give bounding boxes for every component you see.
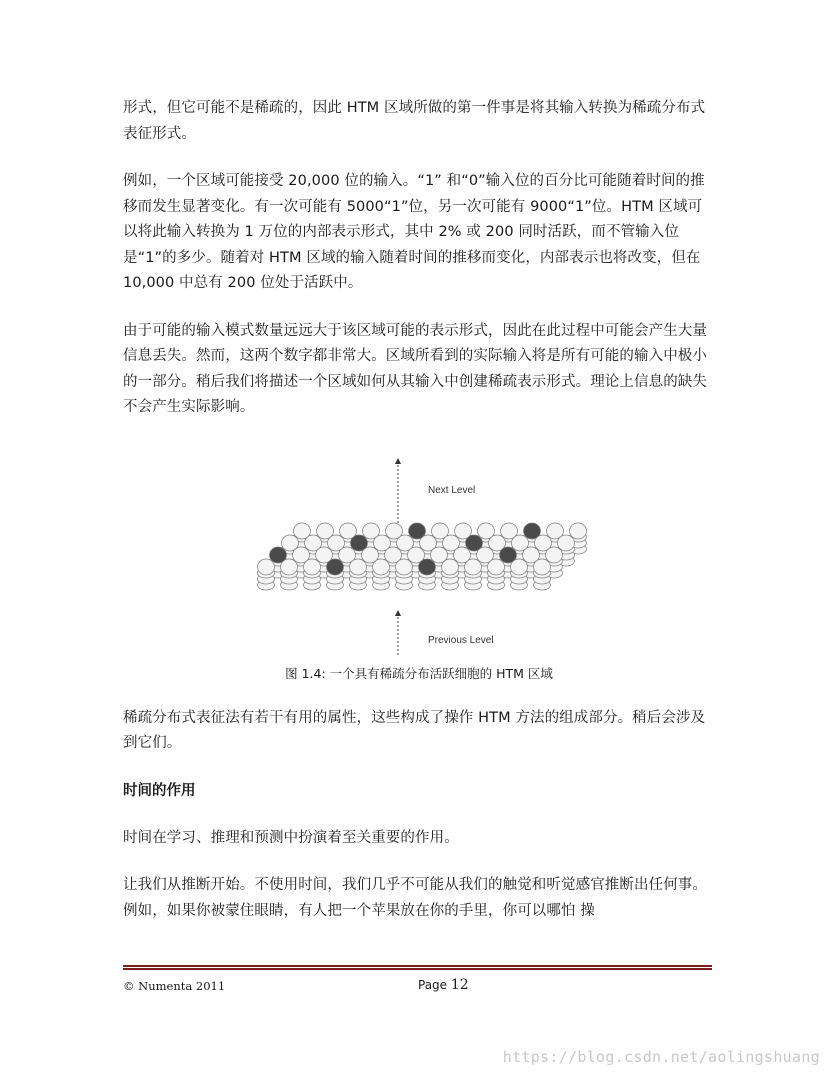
page-number: 12 [450,977,469,993]
figure-htm-region [123,443,715,658]
cell [511,559,528,575]
cell [570,523,587,539]
footer-divider [123,965,712,970]
section-heading: 时间的作用 [123,782,196,799]
cell [465,559,482,575]
cell [304,559,321,575]
paragraph-1: 形式，但它可能不是稀疏的，因此 HTM 区域所做的第一件事是将其输入转换为稀疏分布式表征形式。 [123,100,706,142]
cell [534,559,551,575]
cell [373,559,390,575]
htm-region-diagram [248,453,588,658]
cell [281,559,298,575]
cell [546,547,563,563]
cell [558,535,575,551]
active-cell [419,559,436,575]
footer-copyright: © Numenta 2011 [123,979,226,993]
paragraph-4: 稀疏分布式表征法有若干有用的属性，这些构成了操作 HTM 方法的组成部分。稍后会涉及到它们。 [123,709,706,751]
cell-grid [258,523,587,590]
paragraph-2: 例如，一个区域可能接受 20,000 位的输入。“1” 和“0”输入位的百分比可能随着时间的推移而发生显著变化。有一次可能有 5000“1”位，另一次可能有 9000“1”位。HTM 区域可以将此输入转换为 1 万位的内部表示形式，其中 2% 或 200 同时活跃，而不管输入位是“1”的多少。随着对 HTM 区域的输入随着时间的推移而变化，内部表示也将改变，但在 10,000 中总有 200 位处于活跃中。 [123,173,705,291]
next-level-label: Next Level [428,484,476,496]
cell [488,559,505,575]
page-label: Page [418,978,448,992]
cell [396,559,413,575]
figure-caption: 图 1.4: 一个具有稀疏分布活跃细胞的 HTM 区域 [285,665,553,681]
cell [350,559,367,575]
paragraph-3: 由于可能的输入模式数量远远大于该区域可能的表示形式，因此在此过程中可能会产生大量信息丢失。然而，这两个数字都非常大。区域所看到的实际输入将是所有可能的输入中极小的一部分。稍后我们将描述一个区域如何从其输入中创建稀疏表示形式。理论上信息的缺失不会产生实际影响。 [123,322,707,415]
footer-page-number [418,977,469,993]
cell [442,559,459,575]
active-cell [327,559,344,575]
watermark-url: https://blog.csdn.net/aolingshuang [502,1048,820,1066]
document-page [123,96,715,946]
paragraph-5: 时间在学习、推理和预测中扮演着至关重要的作用。 [123,829,459,846]
paragraph-6: 让我们从推断开始。不使用时间，我们几乎不可能从我们的触觉和听觉感官推断出任何事。例如，如果你被蒙住眼睛，有人把一个苹果放在你的手里，你可以哪怕 操 [123,877,707,919]
cell [258,559,275,575]
previous-level-label: Previous Level [428,634,494,646]
